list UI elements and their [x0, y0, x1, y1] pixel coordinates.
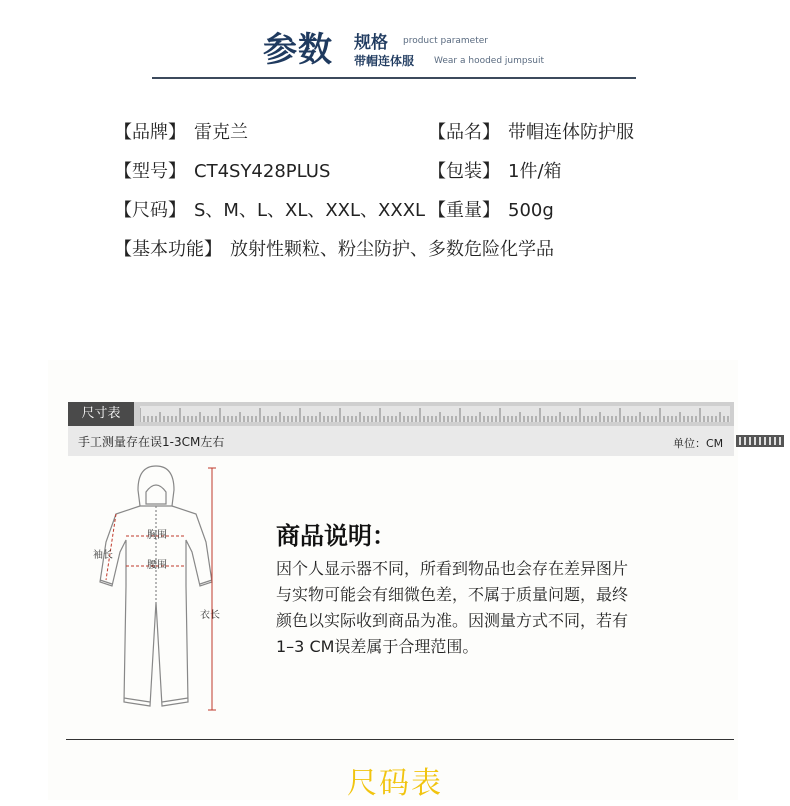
spec-model-key: 【型号】 [114, 161, 186, 182]
spec-weight-key: 【重量】 [428, 200, 500, 221]
spec-weight-value: 500g [508, 200, 554, 221]
spec-model [114, 157, 330, 183]
footer-divider [66, 739, 734, 740]
label-length: 衣长 [200, 610, 220, 621]
unit-bars-icon [736, 435, 784, 447]
spec-package [428, 157, 562, 183]
header-title-big: 参数 [263, 30, 333, 70]
spec-brand-value: 雷克兰 [194, 122, 248, 143]
label-sleeve: 袖长 [93, 550, 113, 561]
header-title-small: 规格 [354, 33, 388, 53]
spec-brand [114, 118, 248, 144]
spec-size-key: 【尺码】 [114, 200, 186, 221]
header-title-small-en: product parameter [403, 36, 488, 46]
size-chart-tag: 尺寸表 [68, 402, 134, 426]
product-note-line: 1–3 CM误差属于合理范围。 [276, 637, 479, 656]
measure-tolerance-note: 手工测量存在误1-3CM左右 [78, 435, 225, 449]
spec-function [114, 235, 554, 261]
spec-brand-key: 【品牌】 [114, 122, 186, 143]
product-note-line: 颜色以实际收到商品为准。因测量方式不同，若有 [276, 611, 629, 630]
spec-weight [428, 196, 554, 222]
label-waist: 腰围 [147, 560, 167, 571]
header-subtitle-cn: 带帽连体服 [354, 54, 415, 68]
spec-name-value: 带帽连体防护服 [508, 122, 634, 143]
footer-title: 尺码表 [347, 766, 443, 801]
ruler-graphic [140, 406, 730, 422]
spec-name-key: 【品名】 [428, 122, 500, 143]
header-subtitle-en: Wear a hooded jumpsuit [434, 56, 545, 66]
size-chart-banner [68, 402, 734, 426]
spec-size [114, 196, 425, 222]
spec-function-value: 放射性颗粒、粉尘防护、多数危险化学品 [230, 239, 554, 260]
spec-size-value: S、M、L、XL、XXL、XXXL [194, 200, 426, 221]
spec-name [428, 118, 634, 144]
spec-model-value: CT4SY428PLUS [194, 161, 331, 182]
measure-lines [86, 462, 246, 722]
header-divider [152, 77, 636, 79]
spec-function-key: 【基本功能】 [114, 239, 222, 260]
product-note-line: 因个人显示器不同，所看到物品也会存在差异图片 [276, 559, 629, 578]
spec-package-key: 【包装】 [428, 161, 500, 182]
product-note-line: 与实物可能会有细微色差，不属于质量问题，最终 [276, 585, 629, 604]
page-header [0, 0, 790, 90]
size-chart-info-bar [68, 426, 734, 456]
unit-label: 单位：CM [673, 437, 724, 450]
spec-package-value: 1件/箱 [508, 161, 562, 182]
product-note-body [276, 556, 736, 660]
product-note-title: 商品说明： [276, 522, 396, 550]
label-chest: 胸围 [147, 530, 167, 541]
